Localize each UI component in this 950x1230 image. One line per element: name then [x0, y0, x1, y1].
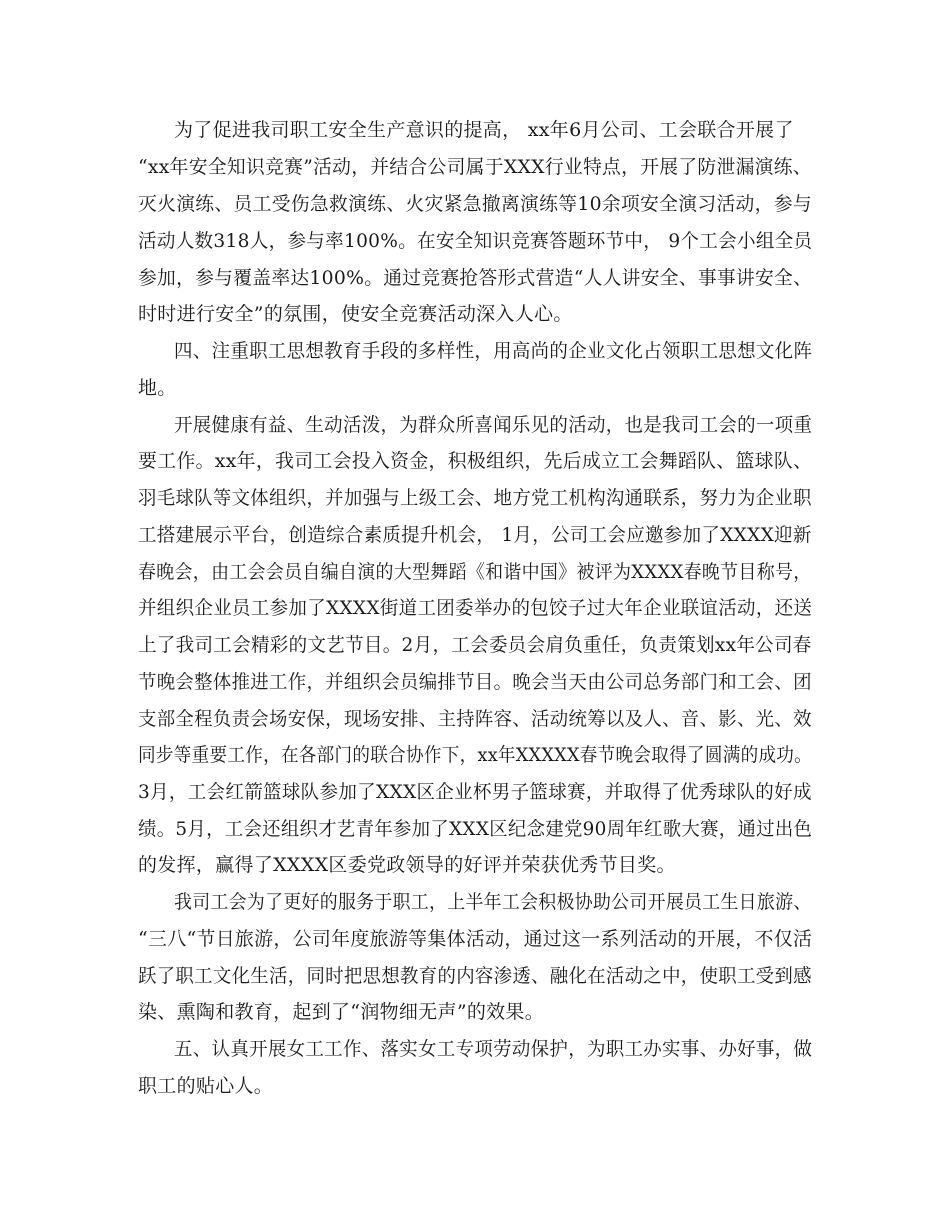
paragraph-line: 为了促进我司职工安全生产意识的提高， xx年6月公司、工会联合开展了 — [174, 119, 794, 141]
section-heading-line: 四、注重职工思想教育手段的多样性，用高尚的企业文化占领职工思想文化阵 — [174, 340, 813, 362]
section-heading-line: 职工的贴心人。 — [138, 1075, 274, 1097]
paragraph-line: 并组织企业员工参加了XXXX街道工团委举办的包饺子过大年企业联谊活动，还送 — [138, 597, 813, 619]
paragraph-line: 开展健康有益、生动活泼，为群众所喜闻乐见的活动，也是我司工会的一项重 — [174, 414, 813, 436]
paragraph-line: 时时进行安全”的氛围，使安全竞赛活动深入人心。 — [138, 303, 573, 325]
paragraph-line: 绩。5月，工会还组织才艺青年参加了XXX区纪念建党90周年红歌大赛，通过出色 — [138, 818, 813, 840]
paragraph-line: 工搭建展示平台，创造综合素质提升机会， 1月，公司工会应邀参加了XXXX迎新 — [138, 524, 812, 546]
paragraph-line: 参加，参与覆盖率达100%。通过竞赛抢答形式营造“人人讲安全、事事讲安全、 — [138, 267, 813, 289]
paragraph-line: 上了我司工会精彩的文艺节目。2月，工会委员会肩负重任，负责策划xx年公司春 — [138, 634, 812, 656]
paragraph-line: 灭火演练、员工受伤急救演练、火灾紧急撤离演练等10余项安全演习活动，参与 — [138, 193, 812, 215]
paragraph-line: 节晚会整体推进工作，并组织会员编排节目。晚会当天由公司总务部门和工会、团 — [138, 671, 812, 693]
section-heading-line: 五、认真开展女工工作、落实女工专项劳动保护，为职工办实事、办好事，做 — [174, 1038, 813, 1060]
paragraph-line: “三八“节日旅游，公司年度旅游等集体活动，通过这一系列活动的开展，不仅活 — [138, 928, 813, 950]
paragraph-line: 春晚会，由工会会员自编自演的大型舞蹈《和谐中国》被评为XXXX春晚节目称号， — [138, 561, 812, 583]
paragraph-line: 染、熏陶和教育，起到了“润物细无声”的效果。 — [138, 1001, 545, 1023]
paragraph-line: 同步等重要工作，在各部门的联合协作下，xx年XXXXX春节晚会取得了圆满的成功。 — [138, 744, 813, 766]
paragraph-line: 跃了职工文化生活，同时把思想教育的内容渗透、融化在活动之中，使职工受到感 — [138, 965, 812, 987]
paragraph-line: 3月，工会红箭篮球队参加了XXX区企业杯男子篮球赛，并取得了优秀球队的好成 — [138, 781, 812, 803]
section-heading-line: 地。 — [138, 377, 177, 399]
paragraph-line: 活动人数318人，参与率100%。在安全知识竞赛答题环节中， 9个工会小组全员 — [138, 230, 813, 252]
paragraph-line: 要工作。xx年，我司工会投入资金，积极组织，先后成立工会舞蹈队、篮球队、 — [138, 450, 813, 472]
paragraph-line: 的发挥，赢得了XXXX区委党政领导的好评并荣获优秀节目奖。 — [138, 854, 676, 876]
paragraph-line: “xx年安全知识竞赛”活动，并结合公司属于XXX行业特点，开展了防泄漏演练、 — [138, 156, 812, 178]
paragraph-line: 我司工会为了更好的服务于职工，上半年工会积极协助公司开展员工生日旅游、 — [174, 891, 812, 913]
paragraph-line: 羽毛球队等文体组织，并加强与上级工会、地方党工机构沟通联系，努力为企业职 — [138, 487, 812, 509]
paragraph-line: 支部全程负责会场安保，现场安排、主持阵容、活动统筹以及人、音、影、光、效 — [138, 708, 812, 730]
